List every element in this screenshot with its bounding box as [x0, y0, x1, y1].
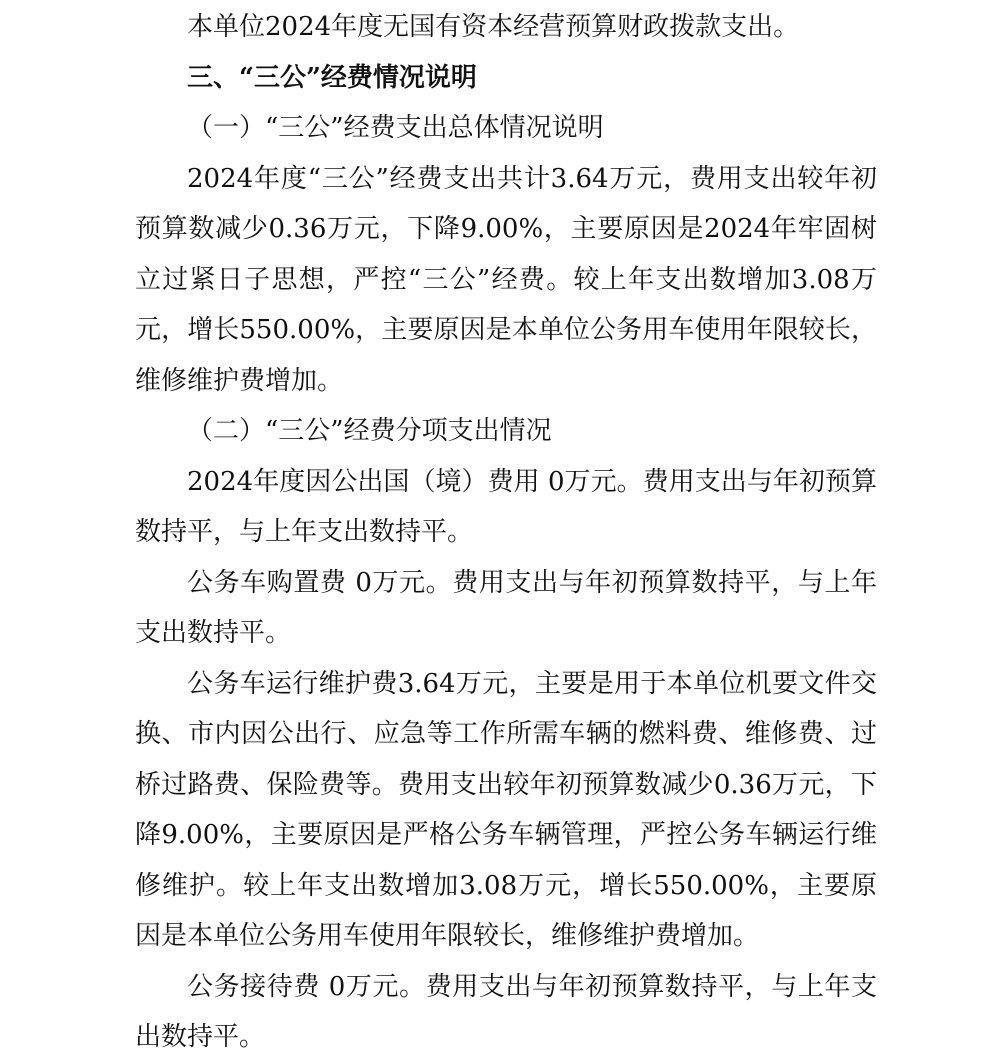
subheading-itemized-expenses: （二）“三公”经费分项支出情况: [187, 416, 552, 446]
subheading-overall-expenses: （一）“三公”经费支出总体情况说明: [187, 113, 604, 143]
paragraph-vehicle-operation: 公务车运行维护费3.64万元，主要是用于本单位机要文件交换、市内因公出行、应急等工作所需车辆的燃料费、维修费、过桥过路费、保险费等。费用支出较年初预算数减少0.36万元，下降9.00%，主要原因是严格公务车辆管理，严控公务车辆运行维修维护。较上年支出数增加3.08万元，增长550.00%，主要原因是本单位公务用车使用年限较长，维修维护费增加。: [135, 668, 877, 951]
paragraph-overall-expenses: 2024年度“三公”经费支出共计3.64万元，费用支出较年初预算数减少0.36万元，下降9.00%，主要原因是2024年牢固树立过紧日子思想，严控“三公”经费。较上年支出数增加3.08万元，增长550.00%，主要原因是本单位公务用车使用年限较长，维修维护费增加。: [135, 163, 877, 396]
section-heading-three-public-expenses: 三、“三公”经费情况说明: [187, 62, 477, 93]
paragraph-state-capital-budget: 本单位2024年度无国有资本经营预算财政拨款支出。: [187, 12, 800, 42]
paragraph-reception: 公务接待费 0万元。费用支出与年初预算数持平，与上年支出数持平。: [135, 971, 877, 1052]
paragraph-vehicle-purchase: 公务车购置费 0万元。费用支出与年初预算数持平，与上年支出数持平。: [135, 567, 877, 648]
document-body: [135, 2, 877, 1063]
paragraph-overseas-travel: 2024年度因公出国（境）费用 0万元。费用支出与年初预算数持平，与上年支出数持平。: [135, 466, 877, 547]
